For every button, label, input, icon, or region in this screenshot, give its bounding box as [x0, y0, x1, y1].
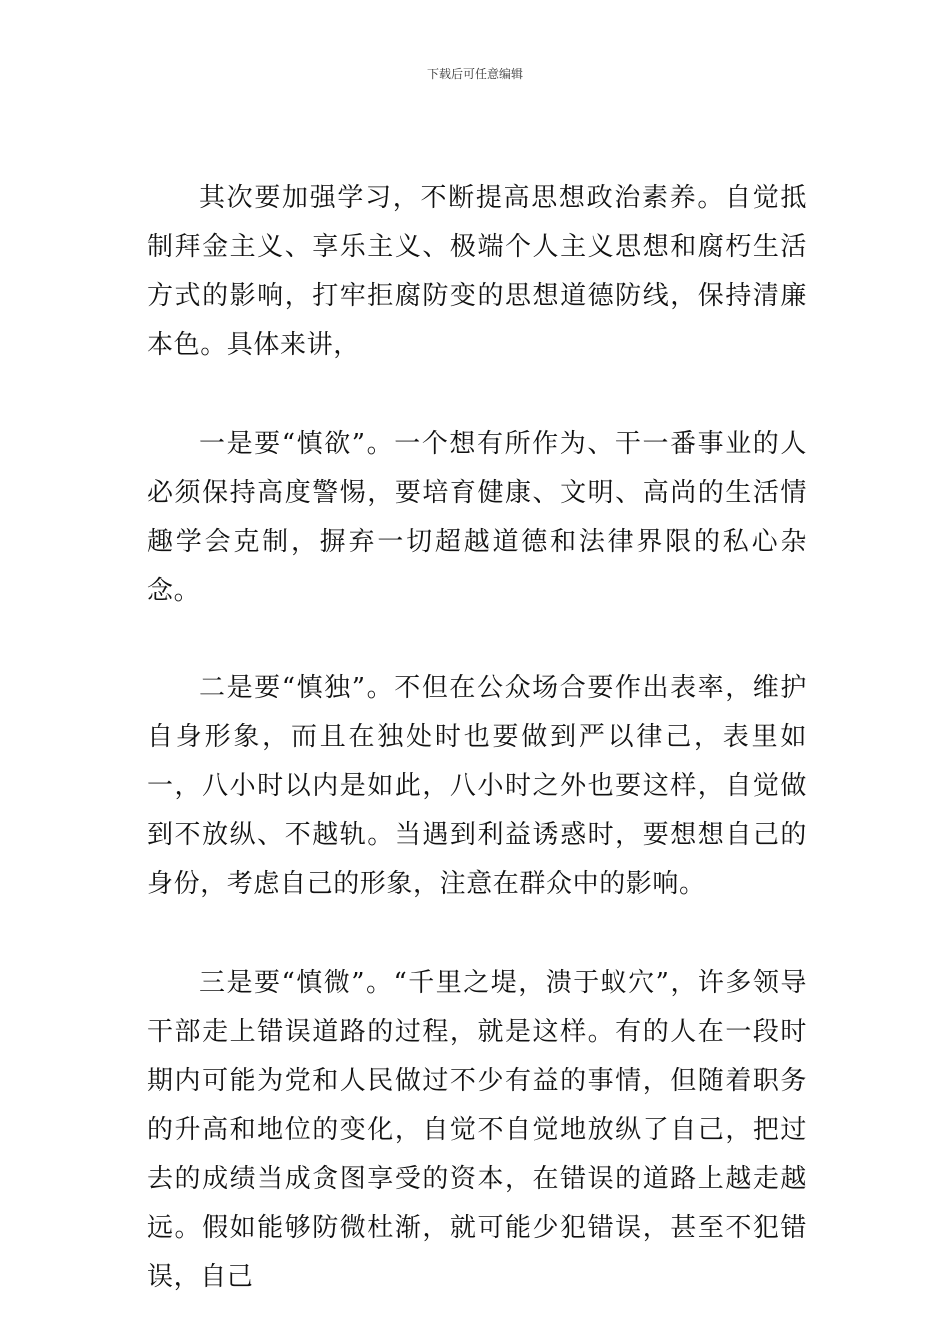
- paragraph-spacer: [147, 370, 807, 420]
- document-body: [147, 174, 807, 1302]
- paragraph-solitude: 二是要“慎独”。不但在公众场合要作出表率，维护自身形象，而且在独处时也要做到严以律己，表里如一，八小时以内是如此，八小时之外也要这样，自觉做到不放纵、不越轨。当遇到利益诱惑时，要想想自己的身份，考虑自己的形象，注意在群众中的影响。: [147, 673, 807, 899]
- paragraph-spacer: [147, 616, 807, 664]
- page-header: 下载后可任意编辑: [426, 67, 523, 81]
- paragraph-small-things: 三是要“慎微”。“千里之堤，溃于蚁穴”，许多领导干部走上错误道路的过程，就是这样。有的人在一段时期内可能为党和人民做过不少有益的事情，但随着职务的升高和地位的变化，自觉不自觉地放纵了自己，把过去的成绩当成贪图享受的资本，在错误的道路上越走越远。假如能够防微杜渐，就可能少犯错误，甚至不犯错误，自己: [147, 968, 807, 1292]
- paragraph-desire: 一是要“慎欲”。一个想有所作为、干一番事业的人必须保持高度警惕，要培育健康、文明、高尚的生活情趣学会克制，摒弃一切超越道德和法律界限的私心杂念。: [147, 429, 807, 606]
- paragraph-study: 其次要加强学习，不断提高思想政治素养。自觉抵制拜金主义、享乐主义、极端个人主义思想和腐朽生活方式的影响，打牢拒腐防变的思想道德防线，保持清廉本色。具体来讲，: [147, 183, 807, 360]
- paragraph-spacer: [147, 909, 807, 959]
